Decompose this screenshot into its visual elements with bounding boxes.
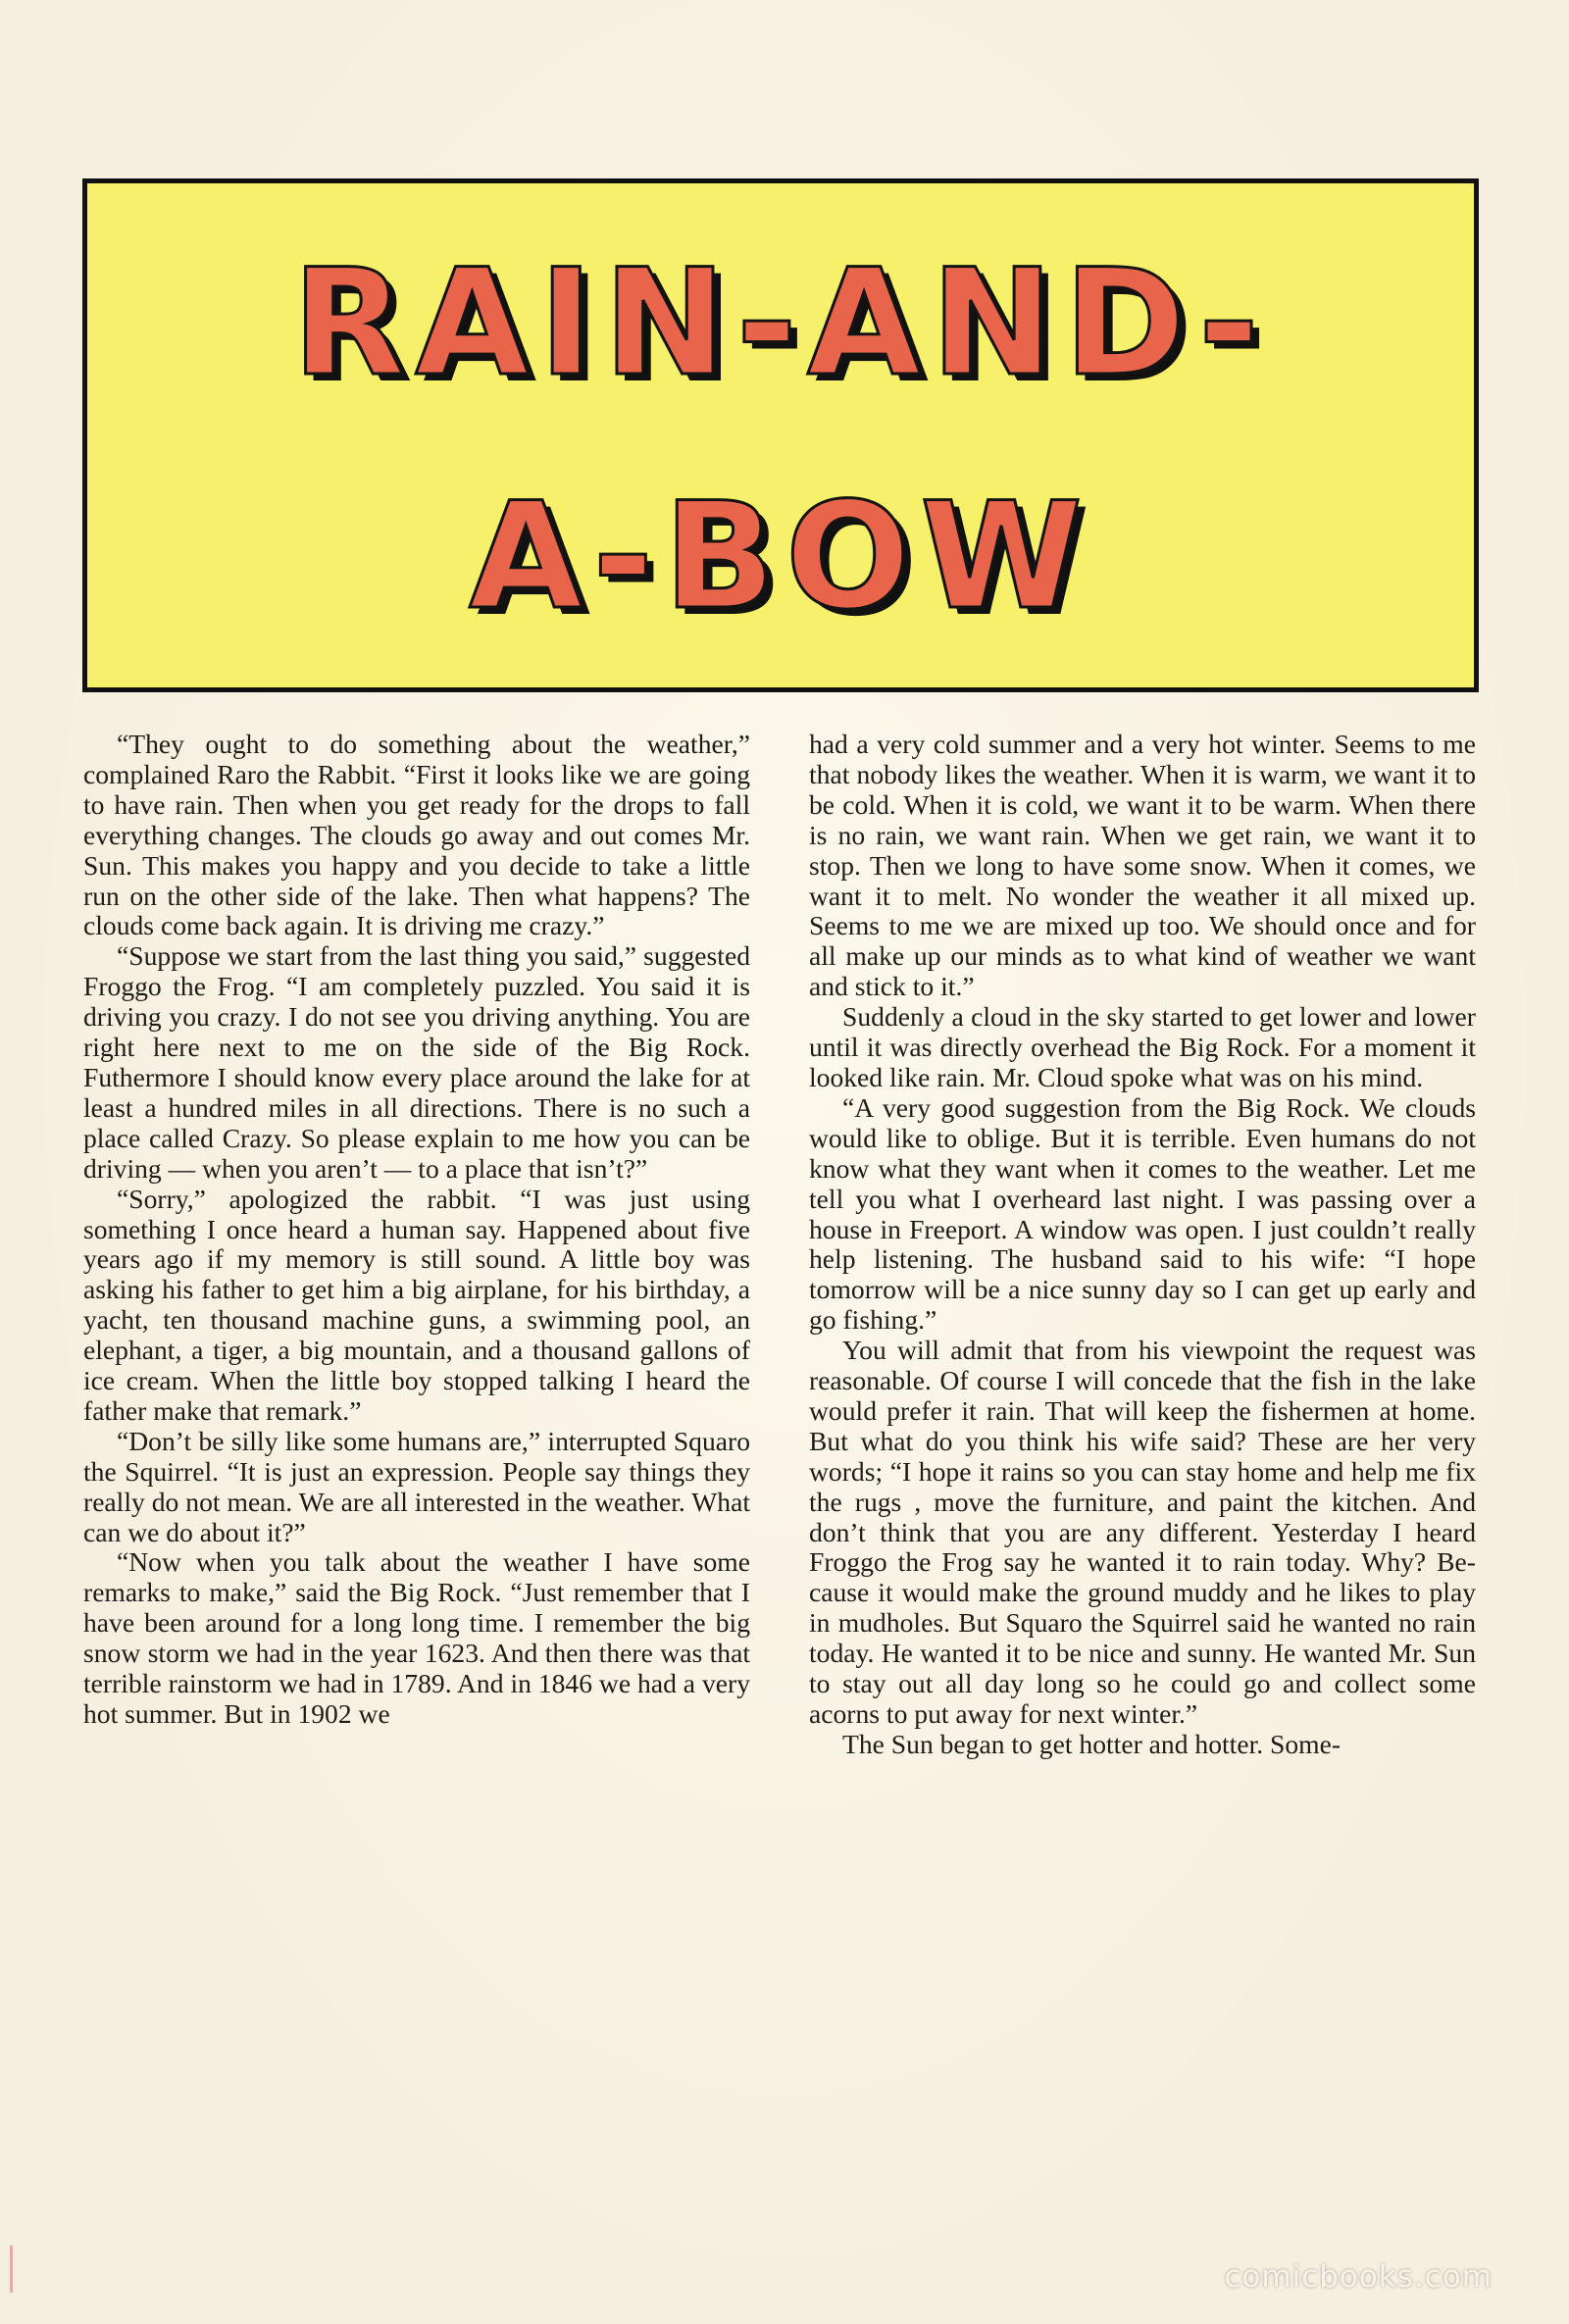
- title-panel: [82, 178, 1479, 692]
- paragraph: “Sorry,” apologized the rabbit. “I was just using something I once heard a human say. Happened about five years ago if my memory is still sound. A little boy was asking his father to get him a big airplane, for his birthday, a yacht, ten thousand machine guns, a swimming pool, an elephant, a tiger, a big mountain, and a thousand gallons of ice cream. When the little boy stopped talking I heard the father make that remark.”: [83, 1183, 750, 1426]
- paragraph: “A very good suggestion from the Big Rock. We clouds would like to oblige. But it is terrible. Even humans do not know what they want when it comes to the weather. Let me tell you what I overheard last night. I was passing over a house in Freeport. A window was open. I just couldn’t really help listening. The husband said to his wife: “I hope tomorrow will be a nice sunny day so I can get up early and go fishing.”: [809, 1091, 1476, 1336]
- margin-mark: [10, 2246, 34, 2293]
- text-column-left: [83, 730, 750, 1730]
- paragraph-continued: had a very cold summer and a very hot winter. Seems to me that nobody likes the weather. When it is warm, we want it to be cold. When it is cold, we want it to be warm. When there is no rain, we want rain. When we get rain, we want it to stop. Then we long to have some snow. When it comes, we want it to melt. No wonder the weather it all mixed up. Seems to me we are mixed up too. We should once and for all make up our minds as to what kind of weather we want and stick to it.”: [809, 729, 1476, 1002]
- paragraph: The Sun began to get hotter and hotter. Some-: [842, 1728, 1341, 1759]
- paragraph: You will admit that from his viewpoint the request was reasonable. Of course I will concede that the fish in the lake would prefer it rain. That will keep the fishermen at home. But what do you think his wife said? These are her very words; “I hope it rains so you can stay home and help me fix the rugs , move the furniture, and paint the kitchen. And don’t think that you are any different. Yesterday I heard Froggo the Frog say he wanted it to rain today. Why? Because it would make the ground muddy and he likes to play in mudholes. But Squaro the Squirrel said he wanted no rain today. He wanted it to be nice and sunny. He wanted Mr. Sun to stay out all day long so he could go and collect some acorns to put away for next winter.”: [809, 1335, 1476, 1729]
- paragraph: “Don’t be silly like some humans are,” interrupted Squaro the Squirrel. “It is just an expression. People say things they really do not mean. We are all interested in the weather. What can we do about it?”: [83, 1425, 750, 1547]
- paragraph: “They ought to do something about the weather,” complained Raro the Rabbit. “First it looks like we are going to have rain. Then when you get ready for the drops to fall everything changes. The clouds go away and out comes Mr. Sun. This makes you happy and you decide to take a little run on the other side of the lake. Then what happens? The clouds come back again. It is driving me crazy.”: [83, 729, 750, 941]
- story-title-line-2: A-BOW: [469, 472, 1092, 642]
- text-column-right: [809, 730, 1476, 1760]
- story-title-line-1: RAIN-AND-: [291, 238, 1270, 409]
- site-watermark: comicbooks.com: [1224, 2259, 1493, 2295]
- paragraph: “Now when you talk about the weather I have some remarks to make,” said the Big Rock. “Just remember that I have been around for a long long time. I remember the big snow storm we had in the year 1623. And then there was that terrible rainstorm we had in 1789. And in 1846 we had a very hot summer. But in 1902 we: [83, 1546, 750, 1729]
- paragraph: Suddenly a cloud in the sky started to get lower and lower until it was directly overhead the Big Rock. For a moment it looked like rain. Mr. Cloud spoke what was on his mind.: [809, 1001, 1476, 1092]
- paragraph: “Suppose we start from the last thing you said,” suggested Froggo the Frog. “I am completely puzzled. You said it is driving you crazy. I do not see you driving anything. You are right here next to me on the side of the Big Rock. Futhermore I should know every place around the lake for at least a hundred miles in all directions. There is no such a place called Crazy. So please explain to me how you can be driving — when you aren’t — to a place that isn’t?”: [83, 940, 750, 1184]
